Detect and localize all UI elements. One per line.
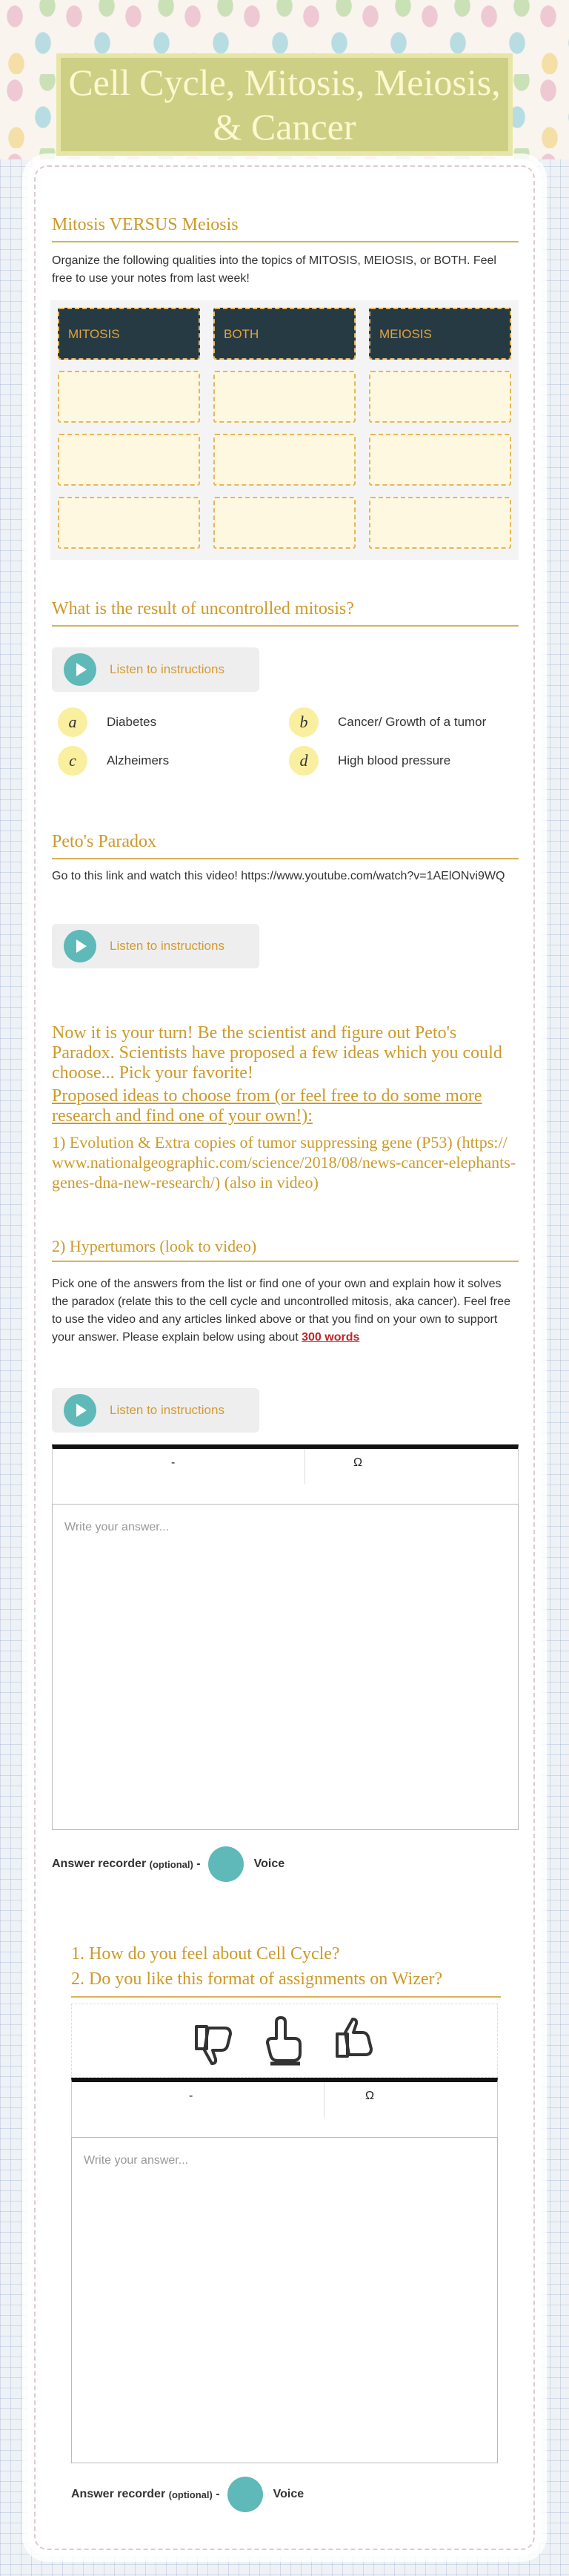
recorder-optional: (optional) [168, 2489, 213, 2500]
section-heading-mitosis-meiosis: Mitosis VERSUS Meiosis [52, 215, 519, 242]
answer-textarea[interactable]: Write your answer... [52, 1504, 519, 1830]
recorder-label: Answer recorder [52, 1857, 147, 1870]
drop-zone-mitosis-2[interactable] [58, 434, 200, 486]
word-count-link[interactable]: 300 words [302, 1331, 360, 1344]
choice-d[interactable] [289, 746, 450, 776]
recorder-dash: - [196, 1857, 201, 1870]
answer-recorder [52, 1846, 284, 1882]
proposed-ideas-heading: Proposed ideas to choose from (or feel free to do some more research and find one of your own!): [52, 1086, 482, 1126]
format-dropdown-icon[interactable]: - [171, 1456, 176, 1469]
title-banner [56, 53, 513, 156]
format-dropdown-icon[interactable]: - [189, 2090, 193, 2102]
listen-label: Listen to instructions [110, 939, 224, 953]
pointing-hand-icon [262, 2015, 309, 2068]
column-header-both: BOTH [213, 308, 356, 360]
recorder-optional: (optional) [149, 1858, 193, 1870]
choice-letter-a: a [58, 707, 87, 737]
column-header-mitosis: MITOSIS [58, 308, 200, 360]
column-header-meiosis: MEIOSIS [369, 308, 511, 360]
choice-text-b: Cancer/ Growth of a tumor [338, 715, 487, 729]
answer-textarea[interactable]: Write your answer... [71, 2137, 498, 2463]
play-icon [64, 653, 96, 686]
reflection-question-2: 2. Do you like this format of assignments on Wizer? [71, 1966, 501, 1998]
drop-zone-mitosis-3[interactable] [58, 497, 200, 549]
choice-b[interactable] [289, 707, 486, 737]
choice-c[interactable] [58, 746, 169, 776]
sorting-table [50, 300, 519, 560]
page-title: Cell Cycle, Mitosis, Meiosis, & Cancer [68, 62, 501, 148]
choice-text-c: Alzheimers [107, 753, 170, 767]
listen-instructions-button[interactable] [52, 647, 259, 692]
choice-letter-d: d [289, 746, 319, 776]
choice-text-a: Diabetes [107, 715, 157, 729]
drop-zone-meiosis-3[interactable] [369, 497, 511, 549]
reflection-question-1: 1. How do you feel about Cell Cycle? [71, 1944, 340, 1964]
choice-letter-b: b [289, 707, 319, 737]
thumbs-image [71, 2004, 498, 2078]
listen-instructions-button[interactable] [52, 924, 259, 968]
section-heading-uncontrolled-mitosis: What is the result of uncontrolled mitosis? [52, 599, 519, 627]
thumbs-up-icon [331, 2016, 379, 2064]
choice-letter-c: c [58, 746, 87, 776]
choice-a[interactable] [58, 707, 156, 737]
section-heading-your-turn: Now it is your turn! Be the scientist and figure out Peto's Paradox. Scientists have proposed a few ideas which you could choose... Pick your favorite! [52, 1023, 502, 1083]
listen-instructions-button[interactable] [52, 1388, 259, 1433]
play-icon [64, 930, 96, 962]
special-character-icon[interactable]: Ω [365, 2090, 374, 2102]
idea-1-text[interactable]: 1) Evolution & Extra copies of tumor suppressing gene (P53) (https://www.nationalgeographic.com/science/2018/08/news-cancer-elephants-genes-dna-new-research/) (also in video) [52, 1133, 516, 1192]
answer-recorder [71, 2477, 304, 2512]
drop-zone-meiosis-2[interactable] [369, 434, 511, 486]
drop-zone-meiosis-1[interactable] [369, 371, 511, 423]
drop-zone-both-2[interactable] [213, 434, 356, 486]
section-instructions-essay [52, 1275, 519, 1347]
listen-label: Listen to instructions [110, 1403, 224, 1417]
section-instructions-video-link[interactable]: Go to this link and watch this video! https://www.youtube.com/watch?v=1AElONvi9WQ [52, 870, 505, 882]
recorder-dash: - [216, 2488, 220, 2500]
record-button[interactable] [227, 2477, 263, 2512]
essay-instructions-text: Pick one of the answers from the list or find one of your own and explain how it solves the paradox (relate this to the cell cycle and uncontrolled mitosis, aka cancer). Feel free to use the video and any articles linked above or that you find on your own to support your answer. Please explain below using about [52, 1278, 510, 1344]
recorder-voice-label: Voice [253, 1857, 285, 1870]
drop-zone-both-1[interactable] [213, 371, 356, 423]
recorder-label: Answer recorder [71, 2488, 166, 2500]
listen-label: Listen to instructions [110, 662, 224, 676]
special-character-icon[interactable]: Ω [353, 1456, 362, 1469]
play-icon [64, 1394, 96, 1427]
recorder-voice-label: Voice [273, 2488, 305, 2500]
section-heading-petos-paradox: Peto's Paradox [52, 832, 519, 859]
section-instructions: Organize the following qualities into the topics of MITOSIS, MEIOSIS, or BOTH. Feel free to use your notes from last week! [52, 254, 496, 285]
drop-zone-both-3[interactable] [213, 497, 356, 549]
thumbs-down-icon [190, 2019, 238, 2067]
text-editor-toolbar [52, 1444, 519, 1504]
text-editor-toolbar [71, 2078, 498, 2137]
toolbar-divider [324, 2082, 325, 2118]
drop-zone-mitosis-1[interactable] [58, 371, 200, 423]
idea-2-text: 2) Hypertumors (look to video) [52, 1236, 519, 1262]
record-button[interactable] [208, 1846, 244, 1882]
choice-text-d: High blood pressure [338, 753, 451, 767]
